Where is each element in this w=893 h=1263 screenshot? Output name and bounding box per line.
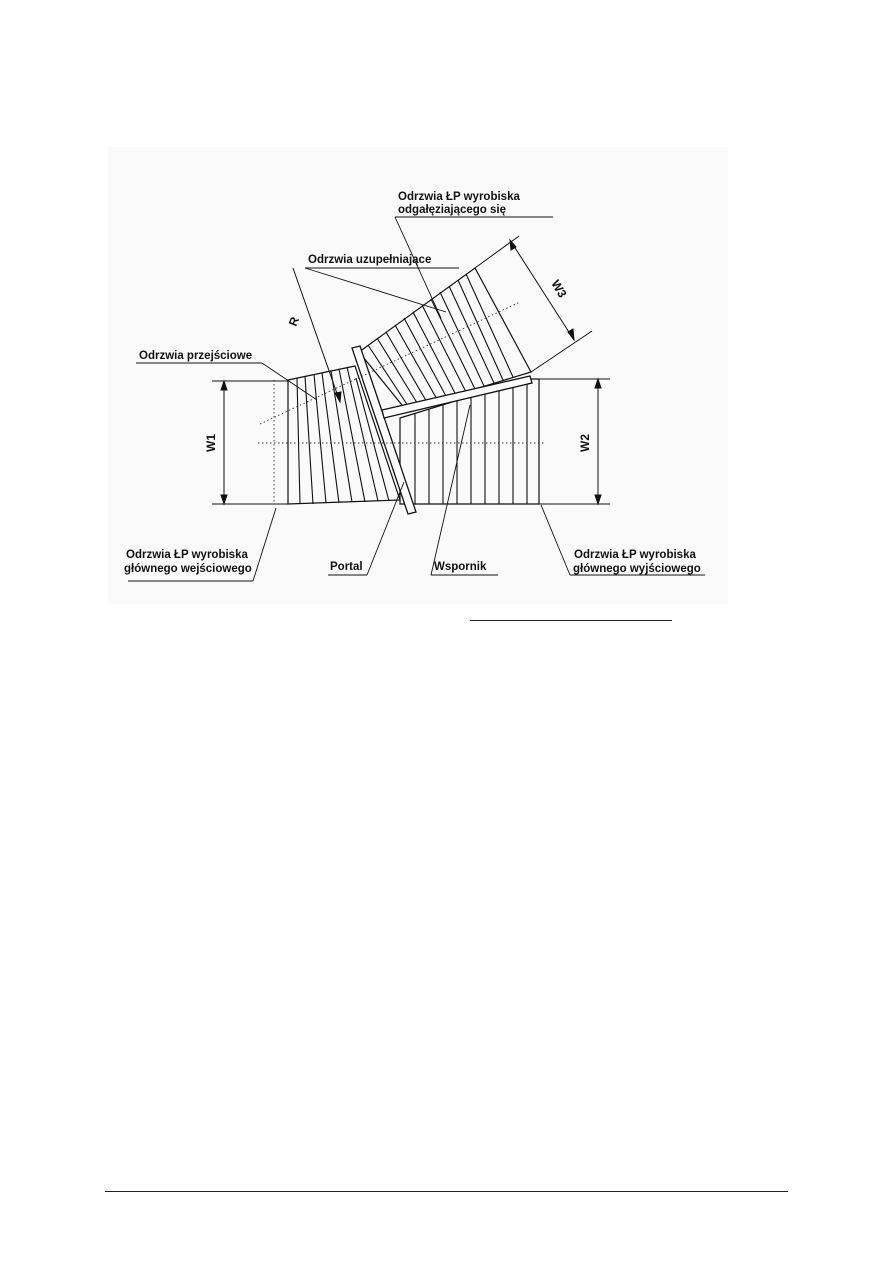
radius-indicator: [293, 268, 341, 402]
label-exit-frames-line2: głównego wyjściowego: [573, 563, 701, 575]
label-bracket: Wspornik: [434, 561, 487, 573]
w1-label: W1: [204, 434, 218, 452]
dimension-w1: [212, 381, 288, 504]
label-portal: Portal: [330, 561, 363, 573]
label-transitional-frames: Odrzwia przejściowe: [139, 350, 253, 362]
leader-lines: [128, 217, 705, 581]
label-entry-frames-line2: głównego wejściowego: [124, 563, 252, 575]
w2-label: W2: [578, 434, 592, 452]
label-exit-frames-line1: Odrzwia ŁP wyrobiska: [574, 549, 696, 561]
radius-label: R: [285, 314, 303, 329]
dimension-w2: [539, 379, 610, 504]
label-supplementary-frames: Odrzwia uzupełniające: [308, 254, 432, 266]
w3-label: W3: [548, 277, 570, 301]
footer-divider: [105, 1191, 788, 1192]
label-branch-frames-line1: Odrzwia ŁP wyrobiska: [398, 191, 520, 203]
caption-underline: [470, 620, 672, 621]
dimension-w3: [475, 236, 592, 372]
label-branch-frames-line2: odgałęziającego się: [398, 204, 507, 216]
label-entry-frames-line1: Odrzwia ŁP wyrobiska: [126, 549, 248, 561]
